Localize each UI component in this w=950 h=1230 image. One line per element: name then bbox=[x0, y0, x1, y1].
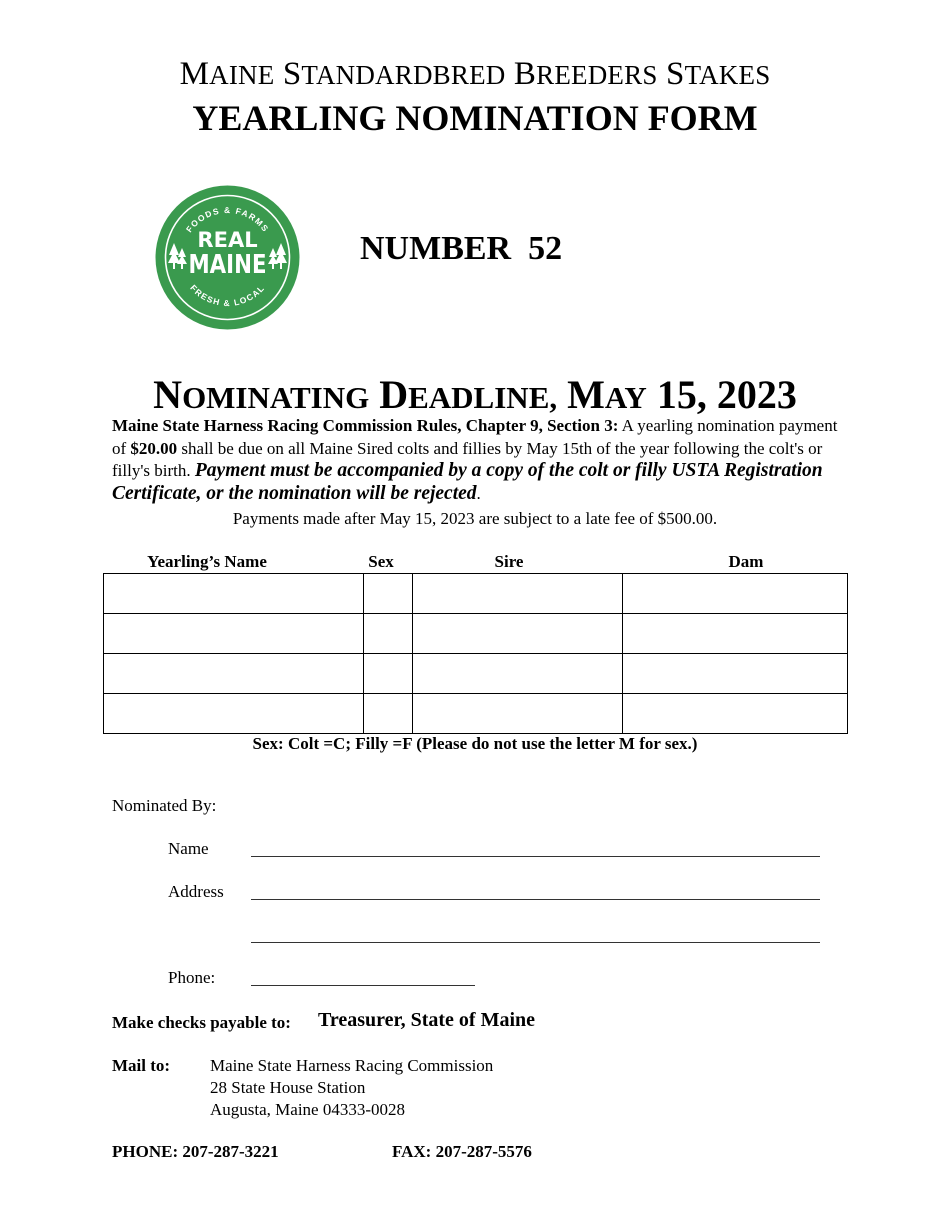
mail-to-label: Mail to: bbox=[112, 1056, 171, 1075]
sire-cell[interactable] bbox=[413, 694, 623, 734]
dam-cell[interactable] bbox=[623, 574, 848, 614]
checks-payable-label: Make checks payable to: bbox=[112, 1013, 291, 1032]
dam-cell[interactable] bbox=[623, 694, 848, 734]
table-row bbox=[104, 654, 848, 694]
real-maine-logo bbox=[155, 185, 300, 330]
nomination-number: NUMBER 52 bbox=[360, 230, 563, 267]
rules-paragraph: Maine State Harness Racing Commission Rules, Chapter 9, Section 3: A yearling nomination payment of $20.00 shall be due on all Maine Sired colts and fillies by May 15th of the year following the colt's or filly's birth. Payment must be accompanied by a copy of the colt or filly USTA Registration Certificate, or the nomination will be rejected. bbox=[112, 416, 838, 504]
contact-fax: FAX: 207-287-5576 bbox=[392, 1142, 532, 1161]
yearling-name-cell[interactable] bbox=[104, 574, 364, 614]
sex-cell[interactable] bbox=[364, 614, 413, 654]
yearling-name-cell[interactable] bbox=[104, 654, 364, 694]
rules-heading: Maine State Harness Racing Commission Rules, Chapter 9, Section 3: bbox=[112, 416, 619, 435]
yearling-name-cell[interactable] bbox=[104, 694, 364, 734]
form-title: YEARLING NOMINATION FORM bbox=[192, 98, 758, 138]
dam-cell[interactable] bbox=[623, 654, 848, 694]
col-header-sex: Sex bbox=[368, 552, 394, 571]
checks-payee: Treasurer, State of Maine bbox=[318, 1009, 536, 1031]
name-label: Name bbox=[168, 839, 209, 858]
col-header-sire: Sire bbox=[494, 552, 524, 571]
svg-text:MAINE: MAINE bbox=[188, 248, 267, 280]
dam-cell[interactable] bbox=[623, 614, 848, 654]
sex-cell[interactable] bbox=[364, 694, 413, 734]
yearling-entry-table bbox=[103, 573, 848, 734]
form-organization-title: MAINE STANDARDBRED BREEDERS STAKES bbox=[179, 56, 771, 92]
yearling-name-cell[interactable] bbox=[104, 614, 364, 654]
address-label: Address bbox=[168, 882, 224, 901]
sex-cell[interactable] bbox=[364, 574, 413, 614]
mail-address-line: Augusta, Maine 04333-0028 bbox=[210, 1100, 406, 1119]
table-row bbox=[104, 614, 848, 654]
nominating-deadline: NOMINATING DEADLINE, MAY 15, 2023 bbox=[153, 372, 797, 417]
sire-cell[interactable] bbox=[413, 614, 623, 654]
phone-field[interactable] bbox=[251, 985, 475, 986]
address-field-line2[interactable] bbox=[251, 942, 820, 943]
payment-amount: $20.00 bbox=[130, 438, 178, 458]
mail-address-line: 28 State House Station bbox=[210, 1078, 366, 1097]
nominated-by-heading: Nominated By: bbox=[112, 796, 217, 815]
svg-text:FOODS & FARMS: FOODS & FARMS bbox=[183, 204, 272, 235]
svg-text:FRESH & LOCAL: FRESH & LOCAL bbox=[188, 282, 267, 309]
sire-cell[interactable] bbox=[413, 574, 623, 614]
sire-cell[interactable] bbox=[413, 654, 623, 694]
name-field[interactable] bbox=[251, 856, 820, 857]
address-field-line1[interactable] bbox=[251, 899, 820, 900]
table-row bbox=[104, 574, 848, 614]
table-row bbox=[104, 694, 848, 734]
col-header-yearling-name: Yearling’s Name bbox=[147, 552, 267, 571]
mail-address-line: Maine State Harness Racing Commission bbox=[210, 1056, 494, 1075]
late-fee-note: Payments made after May 15, 2023 are subject to a late fee of $500.00. bbox=[232, 509, 718, 528]
svg-text:REAL: REAL bbox=[197, 228, 258, 252]
rejection-warning: Payment must be accompanied by a copy of the colt or filly USTA Registration Certificate, or the nomination will be rejected bbox=[112, 460, 823, 504]
sex-code-note: Sex: Colt =C; Filly =F (Please do not use the letter M for sex.) bbox=[252, 734, 698, 753]
contact-phone: PHONE: 207-287-3221 bbox=[112, 1142, 279, 1161]
col-header-dam: Dam bbox=[728, 552, 764, 571]
phone-label: Phone: bbox=[168, 968, 216, 987]
sex-cell[interactable] bbox=[364, 654, 413, 694]
